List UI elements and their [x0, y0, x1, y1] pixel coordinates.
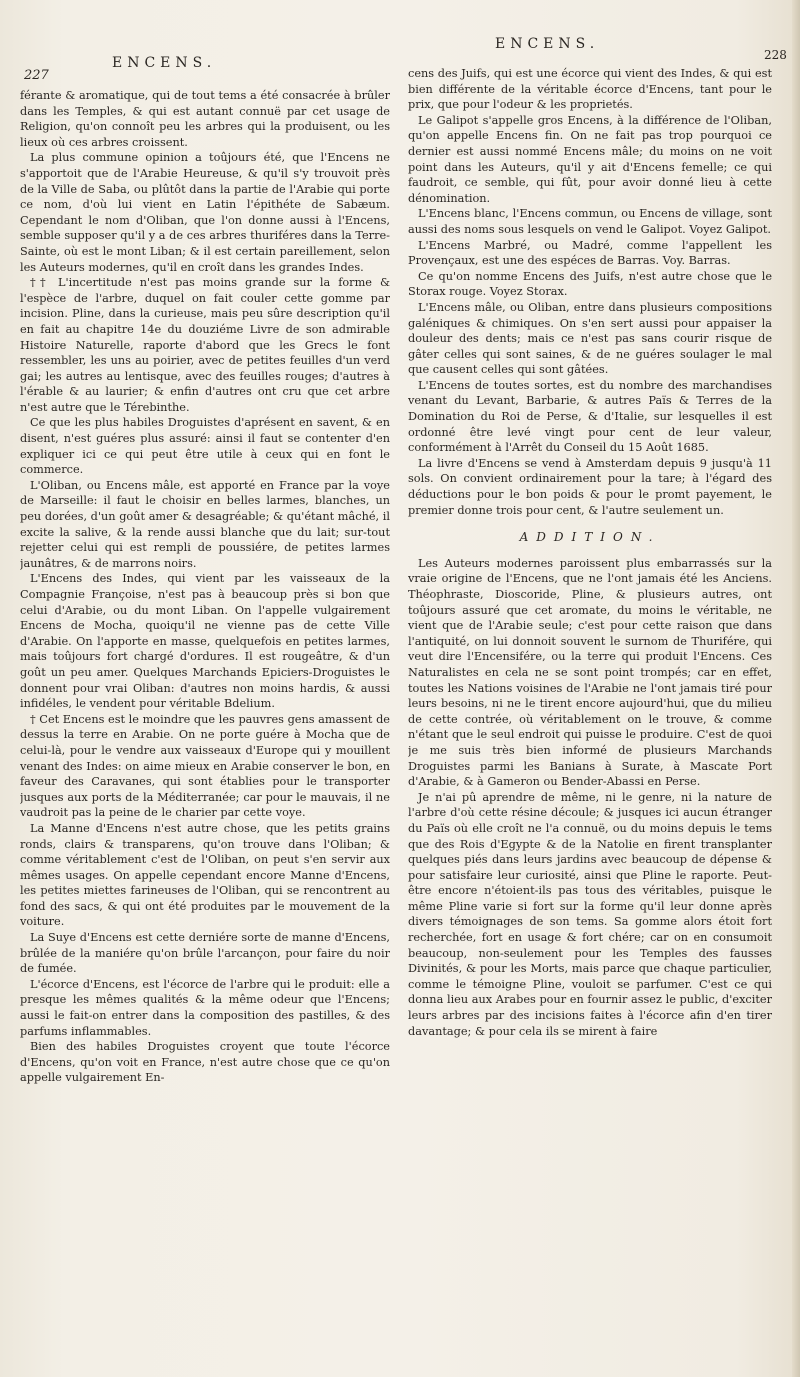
running-head-left: ENCENS. [112, 55, 217, 71]
paragraph: L'Encens mâle, ou Oliban, entre dans plusieurs compositions galéniques & chimiques. On s'en sert aussi pour appaiser la douleur des dents; mais ce n'est pas sans courir risque de gâter celles qui sont saines, & de ne guéres soulager le mal que causent celles qui sont gâtées. [408, 300, 772, 377]
addition-heading: ADDITION. [519, 530, 661, 545]
paragraph: Je n'ai pû aprendre de même, ni le genre, ni la nature de l'arbre d'où cette résine découle; & jusques ici aucun étranger du Païs où elle croît ne l'a connuë, ou du moins depuis le tems que des Rois d'Egypte & de la Natolie en firent transplanter quelques piés dans leurs jardins avec beaucoup de dépense & pour satisfaire leur curiosité, ainsi que Pline le raporte. Peut-être encore n'étoient-ils pas tous des véritables, puisque le même Pline varie si fort sur la forme qu'il leur donne après divers témoignages de son tems. Sa gomme alors étoit fort recherchée, fort en usage & fort chére; car on en consumoit beaucoup, non-seulement pour les Temples des fausses Divinités, & pour les Morts, mais parce que chaque particulier, comme le témoigne Pline, vouloit se parfumer. C'est ce qui donna lieu aux Arabes pour en fournir assez le public, d'exciter leurs arbres par des incisions faites à l'écorce afin d'en tirer davantage; & pour cela ils se mirent à faire [408, 790, 772, 1038]
paragraph: L'Encens Marbré, ou Madré, comme l'appellent les Provençaux, est une des espéces de Barras. Voy. Barras. [408, 238, 772, 268]
paragraph: Les Auteurs modernes paroissent plus embarrassés sur la vraie origine de l'Encens, que ne l'ont jamais été les Anciens. Théophraste, Dioscoride, Pline, & plusieurs autres, ont toûjours assuré que cet aromate, du moins le véritable, ne vient que de l'Arabie seule; c'est pour cette raison que dans l'antiquité, on lui donnoit souvent le surnom de Thurifére, qui veut dire l'Encensifére, ou la terre qui produit l'Encens. Ces Naturalistes en cela ne se sont point trompés; car en effet, toutes les Nations voisines de l'Arabie ne l'ont jamais tiré pour leurs besoins, ni ne le tirent encore aujourd'hui, que du milieu de cette contrée, où véritablement on le trouve, & comme n'étant que le seul endroit qui puisse le produire. C'est de quoi je me suis très bien informé de plusieurs Marchands Droguistes parmi les Banians à Surate, à Mascate Port d'Arabie, & à Gameron ou Bender-Abassi en Perse. [408, 556, 772, 789]
paragraph: L'Encens de toutes sortes, est du nombre des marchandises venant du Levant, Barbarie, & autres Païs & Terres de la Domination du Roi de Perse, & d'Italie, sur lesquelles il est ordonné être levé vingt pour cent de leur valeur, conformément à l'Arrêt du Conseil du 15 Août 1685. [408, 378, 772, 455]
paragraph: La Manne d'Encens n'est autre chose, que les petits grains ronds, clairs & transparens, qu'on trouve dans l'Oliban; & comme véritablement c'est de l'Oliban, on peut s'en servir aux mêmes usages. On appelle cependant encore Manne d'Encens, les petites miettes farineuses de l'Oliban, qui se rencontrent au fond des sacs, & qui ont été produites par le mouvement de la voiture. [20, 821, 390, 929]
paragraph: Ce que les plus habiles Droguistes d'aprésent en savent, & en disent, n'est guéres plus assuré: ainsi il faut se contenter d'en expliquer ici ce qui peut être utile à ceux qui en font le commerce. [20, 416, 390, 477]
paragraph: Bien des habiles Droguistes croyent que toute l'écorce d'Encens, qu'on voit en France, n'est autre chose que ce qu'on appelle vulgairement En- [20, 1040, 390, 1085]
running-head-right: ENCENS. [495, 36, 600, 52]
right-column [408, 66, 772, 1363]
paragraph: La Suye d'Encens est cette derniére sorte de manne d'Encens, brûlée de la maniére qu'on brûle l'arcançon, pour faire du noir de fumée. [20, 931, 390, 976]
paragraph: L'Encens blanc, l'Encens commun, ou Encens de village, sont aussi des noms sous lesquels on vend le Galipot. Voyez Galipot. [408, 207, 772, 236]
paragraph: La livre d'Encens se vend à Amsterdam depuis 9 jusqu'à 11 sols. On convient ordinairement pour la tare; à l'égard des déductions pour le bon poids & pour le promt payement, le premier donne trois pour cent, & l'autre seulement un. [408, 456, 772, 517]
paragraph: †† L'incertitude n'est pas moins grande sur la forme & l'espèce de l'arbre, duquel on fait couler cette gomme par incision. Pline, dans la curieuse, mais peu sûre description qu'il en fait au chapitre 14e du douziéme Livre de son admirable Histoire Naturelle, raporte d'abord que les Grecs le font ressembler, les uns au poirier, avec de petites feuilles d'un verd gai; les autres au lentisque, avec des feuilles rouges; d'autres à l'érable & au laurier; & enfin d'autres ont cru que cet arbre n'est autre que le Térebinthe. [20, 276, 390, 414]
paragraph: Ce qu'on nomme Encens des Juifs, n'est autre chose que le Storax rouge. Voyez Storax. [408, 269, 772, 299]
paragraph: L'écorce d'Encens, est l'écorce de l'arbre qui le produit: elle a presque les mêmes qualités & la même odeur que l'Encens; aussi le fait-on entrer dans la composition des pastilles, & des parfums inflammables. [20, 977, 390, 1038]
paragraph: cens des Juifs, qui est une écorce qui vient des Indes, & qui est bien différente de la véritable écorce d'Encens, tant pour le prix, que pour l'odeur & les proprietés. [408, 67, 772, 112]
paragraph: férante & aromatique, qui de tout tems a été consacrée à brûler dans les Temples, & qui est autant connuë par cet usage de Religion, qu'on connoît peu les arbres qui la produisent, ou les lieux où ces arbres croissent. [20, 89, 390, 149]
page-number-left: 227 [24, 68, 49, 83]
paragraph: L'Oliban, ou Encens mâle, est apporté en France par la voye de Marseille: il faut le choisir en belles larmes, blanches, un peu dorées, d'un goût amer & desagréable; & qu'étant mâché, il excite la salive, & la rende aussi blanche que du lait; sur-tout rejetter celui qui est rempli de poussiére, de petites larmes jaunâtres, & de marrons noirs. [20, 478, 390, 570]
page-number-right: 228 [764, 48, 787, 62]
paragraph: L'Encens des Indes, qui vient par les vaisseaux de la Compagnie Françoise, n'est pas à beaucoup près si bon que celui d'Arabie, ou du mont Liban. On l'appelle vulgairement Encens de Mocha, quoiqu'il ne vienne pas de cette Ville d'Arabie. On l'apporte en masse, quelquefois en petites larmes, mais toûjours fort chargé d'ordures. Il est rougeâtre, & d'un goût un peu amer. Quelques Marchands Epiciers-Droguistes le donnent pour vrai Oliban: d'autres non moins hardis, & aussi infidéles, le vendent pour véritable Bdelium. [20, 572, 390, 711]
paragraph: La plus commune opinion a toûjours été, que l'Encens ne s'apportoit que de l'Arabie Heureuse, & qu'il s'y trouvoit près de la Ville de Saba, ou plûtôt dans la partie de l'Arabie qui porte ce nom, d'où lui vient en Latin l'épithéte de Sabæum. Cependant le nom d'Oliban, que l'on donne aussi à l'Encens, semble supposer qu'il y a de ces arbres thuriféres dans la Terre-Sainte, où est le mont Liban; & il est certain pareillement, selon les Auteurs modernes, qu'il en croît dans les grandes Indes. [20, 151, 390, 274]
paragraph: † Cet Encens est le moindre que les pauvres gens amassent de dessus la terre en Arabie. On ne porte guére à Mocha que de celui-là, pour le vendre aux vaisseaux d'Europe qui y mouillent venant des Indes: on aime mieux en Arabie conserver le bon, en faveur des Caravanes, qui sont établies pour le transporter jusques aux ports de la Méditerranée; car pour le mauvais, il ne vaudroit pas la peine de le charier par cette voye. [20, 712, 390, 820]
paragraph: Le Galipot s'appelle gros Encens, à la différence de l'Oliban, qu'on appelle Encens fin. On ne fait pas trop pourquoi ce dernier est aussi nommé Encens mâle; du moins on ne voit point dans les Auteurs, qu'il y ait d'Encens femelle; ce qui faudroit, ce semble, qui fût, pour avoir donné lieu à cette dénomination. [408, 113, 772, 205]
left-column [20, 88, 390, 1363]
page-edge [792, 0, 800, 1377]
